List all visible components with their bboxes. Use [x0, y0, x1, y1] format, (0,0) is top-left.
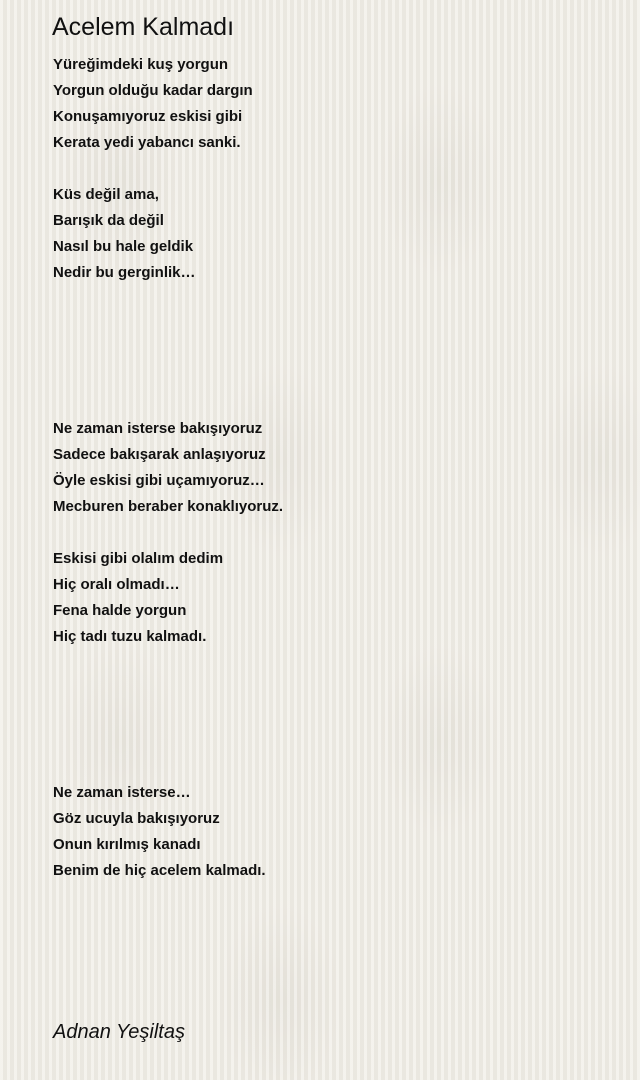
poem-line: Mecburen beraber konaklıyoruz. [53, 498, 284, 515]
poem-line: Yüreğimdeki kuş yorgun [53, 56, 229, 73]
poem-line: Barışık da değil [53, 212, 164, 229]
poem-line: Ne zaman isterse… [53, 784, 191, 801]
section-spacer [53, 650, 613, 780]
stanza-1 [53, 52, 613, 156]
poem-line: Onun kırılmış kanadı [53, 836, 201, 853]
poem-line: Eskisi gibi olalım dedim [53, 550, 224, 567]
poem-line: Ne zaman isterse bakışıyoruz [53, 420, 263, 437]
stanza-5 [53, 780, 613, 884]
poem-line: Nasıl bu hale geldik [53, 238, 194, 255]
poem-line: Sadece bakışarak anlaşıyoruz [53, 446, 266, 463]
poem-author: Adnan Yeşiltaş [53, 1021, 185, 1043]
poem-line: Hiç oralı olmadı… [53, 576, 180, 593]
poem-line: Konuşamıyoruz eskisi gibi [53, 108, 243, 125]
poem-title: Acelem Kalmadı [52, 13, 235, 41]
poem-line: Nedir bu gerginlik… [53, 264, 196, 281]
poem-line: Küs değil ama, [53, 186, 159, 203]
stanza-spacer [53, 156, 613, 182]
poem-line: Öyle eskisi gibi uçamıyoruz… [53, 472, 265, 489]
stanza-4 [53, 546, 613, 650]
section-spacer [53, 286, 613, 416]
poem-line: Hiç tadı tuzu kalmadı. [53, 628, 207, 645]
poem-line: Yorgun olduğu kadar dargın [53, 82, 253, 99]
poem-line: Göz ucuyla bakışıyoruz [53, 810, 220, 827]
stanza-3 [53, 416, 613, 520]
poem-line: Fena halde yorgun [53, 602, 187, 619]
stanza-spacer [53, 520, 613, 546]
poem-line: Kerata yedi yabancı sanki. [53, 134, 241, 151]
poem-body [53, 52, 613, 884]
poem-line: Benim de hiç acelem kalmadı. [53, 862, 266, 879]
stanza-2 [53, 182, 613, 286]
